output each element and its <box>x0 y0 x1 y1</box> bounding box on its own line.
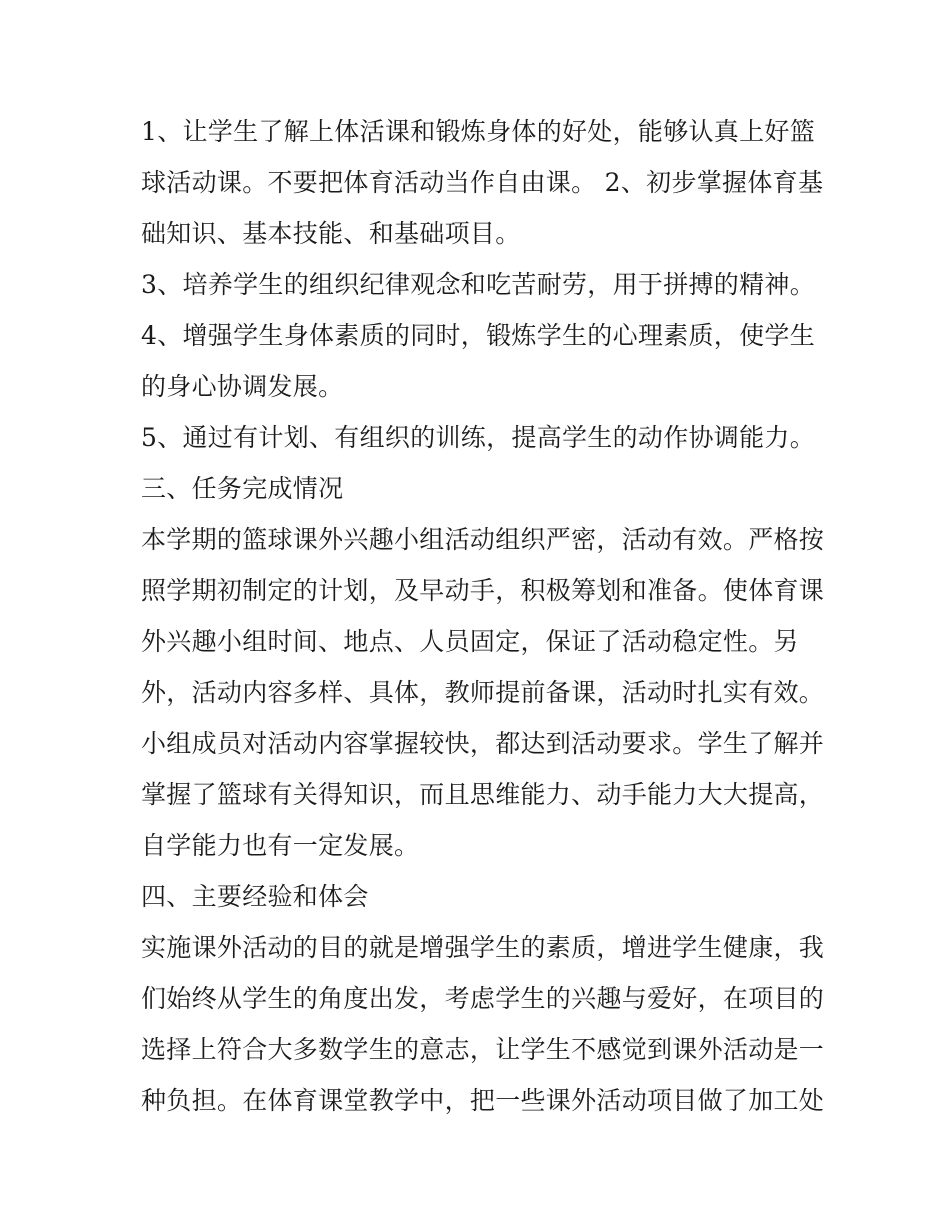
text-line: 础知识、基本技能、和基础项目。 <box>141 219 521 248</box>
text-line: 3、培养学生的组织纪律观念和吃苦耐劳，用于拼搏的精神。 <box>141 270 816 299</box>
section-heading: 三、任务完成情况 <box>141 474 344 503</box>
section-heading: 四、主要经验和体会 <box>141 882 369 911</box>
text-line: 外，活动内容多样、具体，教师提前备课，活动时扎实有效。 <box>141 678 825 707</box>
text-line: 种负担。在体育课堂教学中，把一些课外活动项目做了加工处 <box>141 1086 825 1115</box>
text-line: 照学期初制定的计划，及早动手，积极筹划和准备。使体育课 <box>141 576 825 605</box>
text-line: 选择上符合大多数学生的意志，让学生不感觉到课外活动是一 <box>141 1035 825 1064</box>
text-line: 5、通过有计划、有组织的训练，提高学生的动作协调能力。 <box>141 423 816 452</box>
text-line: 1、让学生了解上体活课和锻炼身体的好处，能够认真上好篮 <box>141 117 816 146</box>
text-line: 掌握了篮球有关得知识，而且思维能力、动手能力大大提高， <box>141 780 825 809</box>
text-line: 实施课外活动的目的就是增强学生的素质，增进学生健康，我 <box>141 933 825 962</box>
text-line: 本学期的篮球课外兴趣小组活动组织严密，活动有效。严格按 <box>141 525 825 554</box>
text-line: 球活动课。不要把体育活动当作自由课。 2、初步掌握体育基 <box>141 168 824 197</box>
text-line: 自学能力也有一定发展。 <box>141 831 420 860</box>
document-body <box>141 106 825 1126</box>
text-line: 外兴趣小组时间、地点、人员固定，保证了活动稳定性。另 <box>141 627 799 656</box>
text-line: 的身心协调发展。 <box>141 372 344 401</box>
text-line: 小组成员对活动内容掌握较快，都达到活动要求。学生了解并 <box>141 729 825 758</box>
text-line: 们始终从学生的角度出发，考虑学生的兴趣与爱好，在项目的 <box>141 984 825 1013</box>
text-line: 4、增强学生身体素质的同时，锻炼学生的心理素质，使学生 <box>141 321 816 350</box>
